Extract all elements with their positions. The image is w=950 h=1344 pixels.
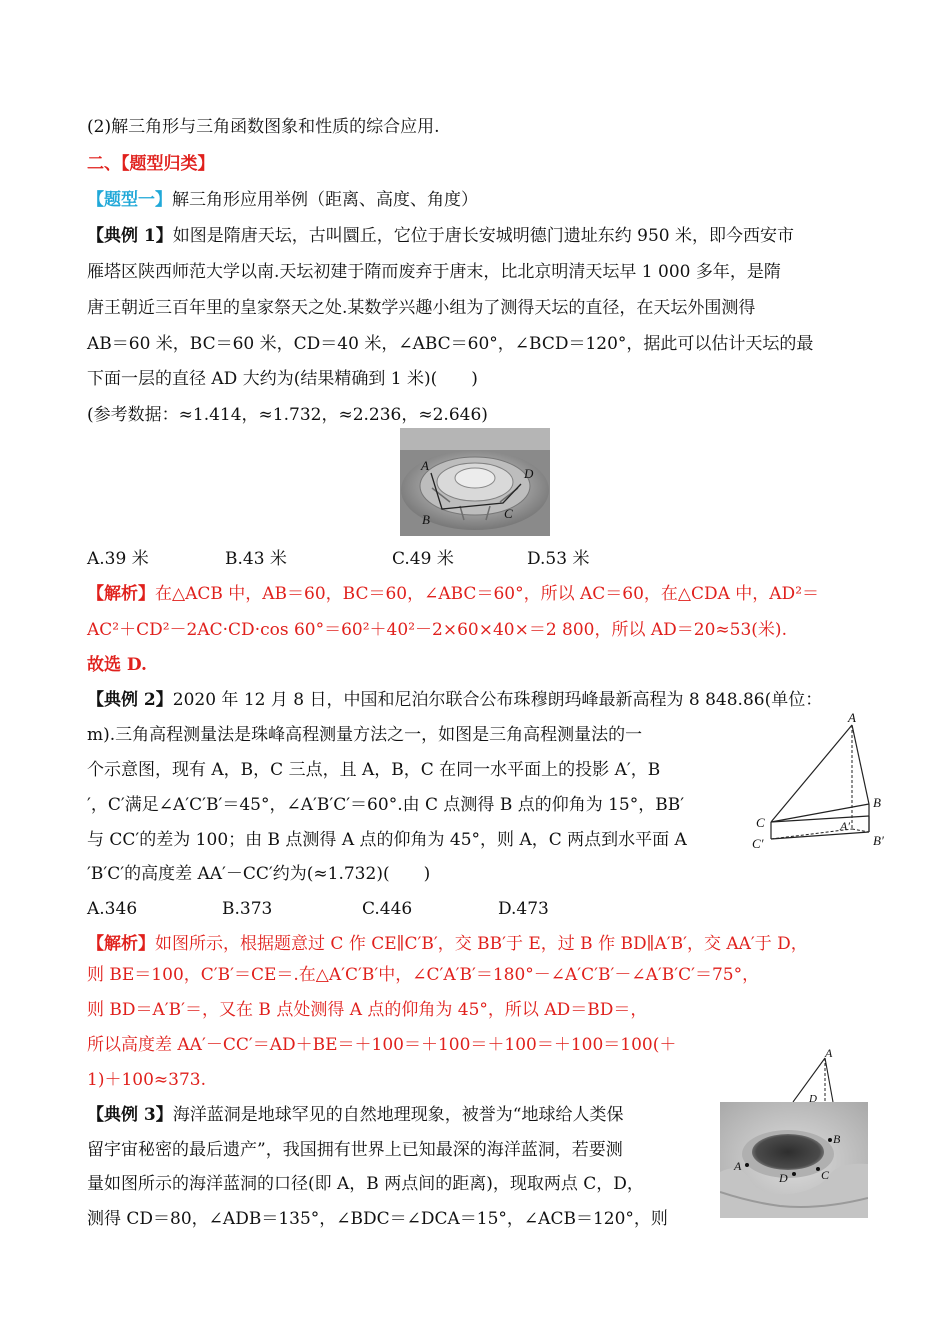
tiantan-photo [400, 428, 550, 536]
example3-line1 [87, 1103, 623, 1127]
prism-label-b: B [873, 795, 881, 810]
type-one-line [87, 188, 478, 212]
small-triangle-diagram [785, 1044, 845, 1102]
example1-line1 [87, 224, 794, 248]
example3-tag: 【典例 3】 [87, 1105, 173, 1125]
section-heading: 二、【题型归类】 [87, 154, 215, 174]
solution1-text: 在△ACB 中，AB＝60，BC＝60，∠ABC＝60°，所以 AC＝60，在△CDA 中，AD²＝ [155, 584, 820, 604]
e1-option-c: C.49 米 [392, 549, 454, 569]
prism-label-c: C [756, 815, 765, 830]
bluehole-label-d: D [779, 1171, 788, 1185]
example1-line3: 唐王朝近三百年里的皇家祭天之处.某数学兴趣小组为了测得天坛的直径，在天坛外围测得 [87, 298, 756, 318]
example1-line4: AB＝60 米，BC＝60 米，CD＝40 米，∠ABC＝60°，∠BCD＝120°，据此可以估计天坛的最 [87, 334, 814, 354]
example3-line3: 量如图所示的海洋蓝洞的口径(即 A，B 两点间的距离)，现取两点 C，D， [87, 1174, 644, 1194]
e2-option-b: B.373 [222, 899, 273, 919]
e1-option-b: B.43 米 [225, 549, 287, 569]
e2-option-d: D.473 [498, 899, 549, 919]
solution1-line2: AC²＋CD²－2AC·CD·cos 60°＝60²＋40²－2×60×40×＝2 800，所以 AD＝20≈53(米). [87, 620, 787, 640]
example2-line6: ′B′C′的高度差 AA′－CC′约为(≈1.732)( ) [87, 864, 431, 884]
solution1-line1 [87, 582, 819, 606]
solution1-answer: 故选 D. [87, 655, 147, 675]
solution2-text: 如图所示，根据题意过 C 作 CE∥C′B′，交 BB′于 E，过 B 作 BD∥A′B′，交 AA′于 D， [155, 934, 808, 954]
tiantan-label-a: A [421, 458, 429, 473]
solution2-line5: 1)＋100≈373. [87, 1070, 206, 1090]
solution2-line2: 则 BE＝100，C′B′＝CE＝.在△A′C′B′中，∠C′A′B′＝180°－∠A′C′B′－∠A′B′C′＝75°， [87, 965, 760, 985]
solution2-tag: 【解析】 [87, 934, 155, 954]
example3-line2: 留宇宙秘密的最后遗产”，我国拥有世界上已知最深的海洋蓝洞，若要测 [87, 1140, 623, 1160]
example2-line1 [87, 688, 822, 712]
example2-tag: 【典例 2】 [87, 690, 173, 710]
example2-line2: m).三角高程测量法是珠峰高程测量方法之一，如图是三角高程测量法的一 [87, 725, 643, 745]
type-title: 解三角形应用举例（距离、高度、角度） [172, 190, 478, 210]
example1-line2: 雁塔区陕西师范大学以南.天坛初建于隋而废弃于唐末，比北京明清天坛早 1 000 多年，是隋 [87, 262, 781, 282]
bluehole-label-a: A [734, 1159, 742, 1173]
small-label-d: D [809, 1093, 817, 1102]
example2-text: 2020 年 12 月 8 日，中国和尼泊尔联合公布珠穆朗玛峰最新高程为 8 848.86(单位： [172, 690, 823, 710]
example3-text: 海洋蓝洞是地球罕见的自然地理现象，被誉为“地球给人类保 [172, 1105, 624, 1125]
bluehole-label-b: B [833, 1132, 841, 1146]
solution2-line3: 则 BD＝A′B′＝，又在 B 点处测得 A 点的仰角为 45°，所以 AD＝BD＝， [87, 1000, 648, 1020]
prism-label-a: A [848, 712, 856, 725]
solution1-tag: 【解析】 [87, 584, 155, 604]
example1-text: 如图是隋唐天坛，古叫圜丘，它位于唐长安城明德门遗址东约 950 米，即今西安市 [172, 226, 795, 246]
prism-diagram [748, 712, 893, 854]
example2-line3: 个示意图，现有 A，B，C 三点，且 A，B，C 在同一水平面上的投影 A′，B [87, 760, 661, 780]
solution2-line1 [87, 932, 808, 956]
small-label-a: A [825, 1046, 833, 1060]
example2-line5: 与 CC′的差为 100；由 B 点测得 A 点的仰角为 45°，则 A，C 两点到水平面 A [87, 830, 687, 850]
example1-tag: 【典例 1】 [87, 226, 173, 246]
blue-hole-photo [720, 1102, 868, 1218]
e1-option-d: D.53 米 [527, 549, 590, 569]
example1-line6: (参考数据：≈1.414，≈1.732，≈2.236，≈2.646) [87, 405, 488, 425]
example2-line4: ′，C′满足∠A′C′B′＝45°，∠A′B′C′＝60°.由 C 点测得 B 点的仰角为 15°，BB′ [87, 795, 685, 815]
example3-line4: 测得 CD＝80，∠ADB＝135°，∠BDC＝∠DCA＝15°，∠ACB＝120°，则 [87, 1209, 668, 1229]
e2-option-a: A.346 [87, 899, 138, 919]
tiantan-label-b: B [422, 512, 430, 527]
tiantan-label-d: D [524, 466, 534, 481]
example1-line5: 下面一层的直径 AD 大约为(结果精确到 1 米)( ) [87, 369, 478, 389]
text-line: (2)解三角形与三角函数图象和性质的综合应用. [87, 117, 440, 137]
e2-option-c: C.446 [362, 899, 413, 919]
solution2-line4: 所以高度差 AA′－CC′＝AD＋BE＝＋100＝＋100＝＋100＝＋100＝100(＋ [87, 1035, 677, 1055]
tiantan-label-c: C [504, 506, 513, 521]
prism-label-a-prime: A′ [840, 819, 850, 833]
e1-option-a: A.39 米 [87, 549, 149, 569]
type-tag: 【题型一】 [87, 190, 172, 210]
prism-label-c-prime: C′ [752, 836, 764, 851]
prism-label-b-prime: B′ [873, 833, 884, 848]
bluehole-label-c: C [821, 1168, 830, 1182]
